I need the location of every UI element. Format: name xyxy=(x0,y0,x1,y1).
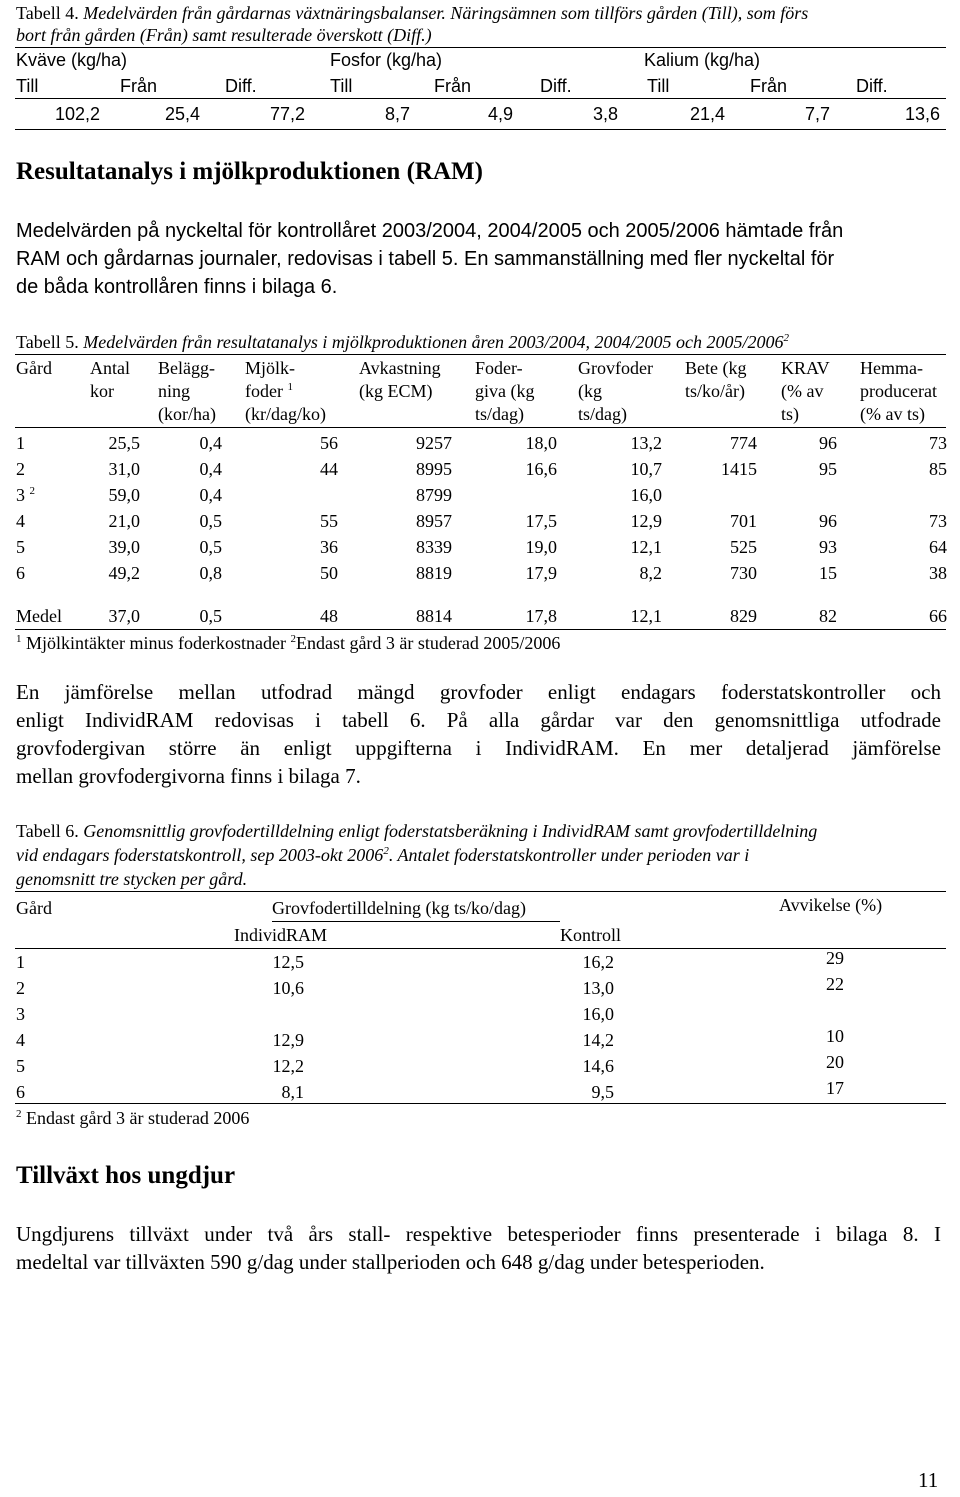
table5-cell: 8799 xyxy=(416,485,452,505)
table6-cell-kontroll: 13,0 xyxy=(582,978,614,998)
section-heading-ram: Resultatanalys i mjölkproduktionen (RAM) xyxy=(16,158,483,185)
table5-cell: 96 xyxy=(819,433,837,453)
paragraph-line: Ungdjurens tillväxt under två års stall- respektive betesperioder finns presenterade i bilaga 8. I xyxy=(16,1222,941,1246)
section-heading-tillvaxt: Tillväxt hos ungdjur xyxy=(16,1162,236,1189)
paragraph-line: medeltal var tillväxten 590 g/dag under stallperioden och 648 g/dag under betesperioden. xyxy=(16,1250,765,1274)
table5-cell: 8957 xyxy=(416,511,452,531)
table5-medel-cell: 82 xyxy=(819,606,837,626)
table5-header-mjolkfoder-sup: 1 xyxy=(287,381,293,393)
table6-group-underline xyxy=(272,921,560,922)
table6-cell-kontroll: 14,6 xyxy=(582,1056,614,1076)
table5-cell: 0,4 xyxy=(199,459,222,479)
table5-top-rule xyxy=(15,354,946,355)
paragraph-line: mellan grovfodergivorna finns i bilaga 7. xyxy=(16,764,361,788)
table5-cell: 39,0 xyxy=(108,537,140,557)
table5-header-hemmaproducerat: Hemma- producerat (% av ts) xyxy=(860,358,937,424)
table5-cell: 10,7 xyxy=(630,459,662,479)
table5-cell: 19,0 xyxy=(525,537,557,557)
table4-top-rule xyxy=(15,47,946,48)
table5-cell: 17,5 xyxy=(525,511,557,531)
table5-header-gard: Gård xyxy=(16,358,52,378)
table5-cell: 1415 xyxy=(721,459,757,479)
table6-cell-avvikelse: 22 xyxy=(826,974,844,994)
table4-value: 77,2 xyxy=(269,104,305,124)
table5-cell: 38 xyxy=(929,563,947,583)
table5-cell: 12,1 xyxy=(630,537,662,557)
table5-cell: 95 xyxy=(819,459,837,479)
table5-cell: 0,5 xyxy=(199,511,222,531)
table6-bottom-rule xyxy=(15,1103,946,1104)
table4-caption xyxy=(16,2,808,24)
table5-row-gard: 5 xyxy=(16,537,25,557)
table5-cell: 12,9 xyxy=(630,511,662,531)
table5-cell: 17,9 xyxy=(525,563,557,583)
table5-row-gard: 1 xyxy=(16,433,25,453)
table5-cell: 0,4 xyxy=(199,485,222,505)
table5-cell: 73 xyxy=(929,433,947,453)
table4-sub-fran-p: Från xyxy=(434,76,472,96)
table5-cell: 18,0 xyxy=(525,433,557,453)
table4-value: 7,7 xyxy=(804,104,830,124)
table5-header-avkastning: Avkastning (kg ECM) xyxy=(359,358,441,401)
table5-medel-label: Medel xyxy=(16,606,62,626)
table5-cell: 9257 xyxy=(416,433,452,453)
table5-header-krav: KRAV (% av ts) xyxy=(781,358,830,424)
table6-row-gard: 5 xyxy=(16,1056,25,1076)
table4-caption-text-2: bort från gården (Från) samt resulterade överskott (Diff.) xyxy=(16,25,432,45)
table5-caption-label: Tabell 5. xyxy=(16,332,79,352)
table6-cell-kontroll: 9,5 xyxy=(591,1082,614,1102)
table5-medel-cell: 17,8 xyxy=(525,606,557,626)
table5-row-gard: 6 xyxy=(16,563,25,583)
table4-group-kalium: Kalium (kg/ha) xyxy=(644,50,761,70)
table6-cell-individram: 8,1 xyxy=(281,1082,304,1102)
table5-cell: 85 xyxy=(929,459,947,479)
table4-value: 4,9 xyxy=(487,104,513,124)
table5-header-mjolkfoder: Mjölk- foder $^1$ (kr/dag/ko) xyxy=(245,358,326,424)
table6-header-gard: Gård xyxy=(16,898,52,918)
table6-caption: Tabell 6. Genomsnittlig grovfodertilldelning enligt foderstatsberäkning i IndividRAM samt grovfodertilldelning xyxy=(16,821,818,841)
table4-caption-label: Tabell 4. xyxy=(16,3,79,23)
table5-cell: 64 xyxy=(929,537,947,557)
table5-cell: 16,0 xyxy=(630,485,662,505)
table4-sub-till-n: Till xyxy=(16,76,39,96)
table5-cell: 701 xyxy=(730,511,757,531)
table6-caption-line2: vid endagars foderstatskontroll, sep 2003-okt 2006$^2$. Antalet foderstatskontroller under perioden var i xyxy=(16,845,750,865)
paragraph-line: enligt IndividRAM redovisas i tabell 6. På alla gårdar var den genomsnittliga utfodrade xyxy=(16,708,941,732)
table6-cell-avvikelse: 17 xyxy=(826,1078,844,1098)
paragraph-line: de båda kontrollåren finns i bilaga 6. xyxy=(16,276,338,298)
table6-row-gard: 6 xyxy=(16,1082,25,1102)
table5-cell: 8995 xyxy=(416,459,452,479)
table5-cell: 73 xyxy=(929,511,947,531)
table5-cell: 730 xyxy=(730,563,757,583)
table5-cell: 49,2 xyxy=(108,563,140,583)
table5-header-fodergiva: Foder- giva (kg ts/dag) xyxy=(475,358,535,424)
table4-sub-diff-k: Diff. xyxy=(856,76,888,96)
table6-cell-individram: 12,2 xyxy=(272,1056,304,1076)
table5-medel-cell: 12,1 xyxy=(630,606,662,626)
table5-cell: 93 xyxy=(819,537,837,557)
table6-footnote: $^2$ Endast gård 3 är studerad 2006 xyxy=(16,1108,250,1128)
table4-group-fosfor: Fosfor (kg/ha) xyxy=(330,50,443,70)
table6-top-rule xyxy=(15,891,946,892)
table5-cell: 31,0 xyxy=(108,459,140,479)
table4-bottom-rule xyxy=(15,129,946,130)
table5-cell: 16,6 xyxy=(525,459,557,479)
table4-value: 13,6 xyxy=(904,104,940,124)
table6-cell-kontroll: 16,0 xyxy=(582,1004,614,1024)
table5-cell: 59,0 xyxy=(108,485,140,505)
table5-cell: 15 xyxy=(819,563,837,583)
table4-value: 3,8 xyxy=(592,104,618,124)
table5-cell: 13,2 xyxy=(630,433,662,453)
table5-caption xyxy=(16,331,789,353)
table4-caption-line2 xyxy=(16,24,432,46)
table4-value: 8,7 xyxy=(384,104,410,124)
table4-header-rule xyxy=(15,98,946,99)
table5-header-bete: Bete (kg ts/ko/år) xyxy=(685,358,747,401)
table5-cell: 25,5 xyxy=(108,433,140,453)
table4-caption-text-1: Medelvärden från gårdarnas växtnäringsbalanser. Näringsämnen som tillförs gården (Till), som förs xyxy=(83,3,809,23)
table6-cell-avvikelse: 20 xyxy=(826,1052,844,1072)
table6-header-individram: IndividRAM xyxy=(234,925,328,945)
table6-caption-line3: genomsnitt tre stycken per gård. xyxy=(16,869,248,889)
table5-cell: 525 xyxy=(730,537,757,557)
table4-value: 102,2 xyxy=(54,104,100,124)
table6-cell-kontroll: 16,2 xyxy=(582,952,614,972)
table4-sub-till-k: Till xyxy=(647,76,670,96)
table5-caption-sup: 2 xyxy=(783,332,789,344)
table6-header-kontroll: Kontroll xyxy=(560,925,621,945)
table5-row-gard: 4 xyxy=(16,511,25,531)
table5-medel-cell: 0,5 xyxy=(199,606,222,626)
table6-cell-individram: 12,9 xyxy=(272,1030,304,1050)
table5-cell: 0,4 xyxy=(199,433,222,453)
paragraph-line: RAM och gårdarnas journaler, redovisas i tabell 5. En sammanställning med fler nyckeltal för xyxy=(16,248,835,270)
table5-cell: 96 xyxy=(819,511,837,531)
table6-cell-individram: 10,6 xyxy=(272,978,304,998)
table5-cell: 44 xyxy=(320,459,338,479)
table5-caption-text: Medelvärden från resultatanalys i mjölkproduktionen åren 2003/2004, 2004/2005 och 2005/2006 xyxy=(83,332,784,352)
table6-header-group: Grovfodertilldelning (kg ts/ko/dag) xyxy=(272,898,526,918)
page-number: 11 xyxy=(918,1468,939,1492)
paragraph-line: grovfodergivan större än enligt uppgifterna i IndividRAM. En mer detaljerad jämförelse xyxy=(16,736,941,760)
table6-cell-avvikelse: 10 xyxy=(826,1026,844,1046)
table6-cell-individram: 12,5 xyxy=(272,952,304,972)
table5-header-rule xyxy=(15,427,946,428)
table5-cell: 8339 xyxy=(416,537,452,557)
table6-row-gard: 3 xyxy=(16,1004,25,1024)
table5-cell: 55 xyxy=(320,511,338,531)
table5-cell: 36 xyxy=(320,537,338,557)
table5-cell: 8,2 xyxy=(639,563,662,583)
paragraph-line: En jämförelse mellan utfodrad mängd grovfoder enligt endagars foderstatskontroller och xyxy=(16,680,941,704)
table5-medel-cell: 8814 xyxy=(416,606,452,626)
table5-medel-cell: 37,0 xyxy=(108,606,140,626)
table4-sub-diff-n: Diff. xyxy=(225,76,257,96)
table6-row-gard: 4 xyxy=(16,1030,25,1050)
table5-cell: 0,8 xyxy=(199,563,222,583)
table4-value: 21,4 xyxy=(689,104,725,124)
table4-value: 25,4 xyxy=(164,104,200,124)
table5-row-gard: 2 xyxy=(16,459,25,479)
table4-sub-fran-k: Från xyxy=(750,76,788,96)
table6-row-gard: 2 xyxy=(16,978,25,998)
table5-cell: 0,5 xyxy=(199,537,222,557)
table5-footnote: $^1$ Mjölkintäkter minus foderkostnader $^2$Endast gård 3 är studerad 2005/2006 xyxy=(16,633,561,653)
table5-medel-cell: 66 xyxy=(929,606,947,626)
table5-cell: 56 xyxy=(320,433,338,453)
table5-cell: 8819 xyxy=(416,563,452,583)
table5-header-antal: Antal kor xyxy=(90,358,130,401)
table5-cell: 21,0 xyxy=(108,511,140,531)
table4-sub-diff-p: Diff. xyxy=(540,76,572,96)
table6-header-rule xyxy=(15,948,946,949)
table4-sub-till-p: Till xyxy=(330,76,353,96)
table5-header-grovfoder: Grovfoder (kg ts/dag) xyxy=(578,358,653,424)
paragraph-line: Medelvärden på nyckeltal för kontrollåret 2003/2004, 2004/2005 och 2005/2006 hämtade från xyxy=(16,220,844,242)
table5-medel-cell: 829 xyxy=(730,606,757,626)
table4-group-kvave: Kväve (kg/ha) xyxy=(16,50,128,70)
table6-header-avvikelse: Avvikelse (%) xyxy=(779,895,883,915)
table5-header-belaggning: Belägg- ning (kor/ha) xyxy=(158,358,216,424)
table5-medel-cell: 48 xyxy=(320,606,338,626)
table6-cell-kontroll: 14,2 xyxy=(582,1030,614,1050)
table5-row-gard: 3 $^2$ xyxy=(16,485,35,505)
table5-cell: 50 xyxy=(320,563,338,583)
table5-cell: 774 xyxy=(730,433,757,453)
table4-sub-fran-n: Från xyxy=(120,76,158,96)
table6-cell-avvikelse: 29 xyxy=(826,948,844,968)
table5-bottom-rule xyxy=(15,629,946,630)
table6-row-gard: 1 xyxy=(16,952,25,972)
